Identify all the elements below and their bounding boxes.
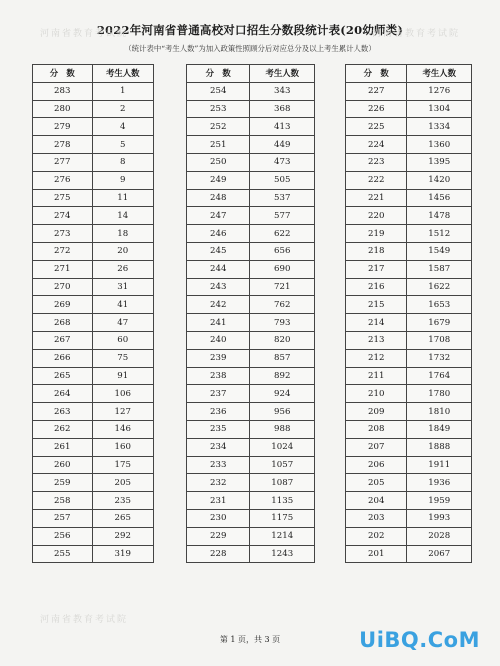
watermark-bottom-left: 河南省教育考试院 bbox=[40, 615, 129, 625]
count-cell: 9 bbox=[92, 171, 154, 189]
count-cell: 1622 bbox=[407, 278, 472, 296]
count-cell: 1304 bbox=[407, 100, 472, 118]
count-cell: 1549 bbox=[407, 242, 472, 260]
table-row bbox=[33, 242, 154, 260]
table-header-row bbox=[33, 65, 154, 83]
table-row bbox=[33, 403, 154, 421]
count-cell: 235 bbox=[92, 492, 154, 510]
table-row bbox=[346, 278, 472, 296]
table-row bbox=[346, 403, 472, 421]
count-cell: 26 bbox=[92, 260, 154, 278]
table-row bbox=[33, 296, 154, 314]
count-cell: 1276 bbox=[407, 82, 472, 100]
score-cell: 229 bbox=[187, 527, 250, 545]
table-row bbox=[33, 545, 154, 563]
score-cell: 256 bbox=[33, 527, 93, 545]
count-cell: 656 bbox=[250, 242, 315, 260]
page-footer: 第 1 页，共 3 页 bbox=[219, 635, 281, 644]
count-cell: 413 bbox=[250, 118, 315, 136]
score-table-1 bbox=[32, 64, 154, 563]
table-row bbox=[187, 438, 315, 456]
table-row bbox=[187, 260, 315, 278]
count-cell: 14 bbox=[92, 207, 154, 225]
brand-logo: UiBQ.CoM bbox=[359, 628, 480, 652]
table-row bbox=[346, 420, 472, 438]
score-cell: 227 bbox=[346, 82, 407, 100]
table-row bbox=[346, 171, 472, 189]
table-row bbox=[187, 456, 315, 474]
table-row bbox=[187, 314, 315, 332]
count-cell: 8 bbox=[92, 153, 154, 171]
table-row bbox=[33, 171, 154, 189]
score-cell: 230 bbox=[187, 509, 250, 527]
score-cell: 272 bbox=[33, 242, 93, 260]
table-row bbox=[33, 260, 154, 278]
count-cell: 721 bbox=[250, 278, 315, 296]
table-row bbox=[346, 509, 472, 527]
count-cell: 160 bbox=[92, 438, 154, 456]
score-cell: 278 bbox=[33, 136, 93, 154]
score-cell: 236 bbox=[187, 403, 250, 421]
table-row bbox=[346, 260, 472, 278]
count-cell: 1764 bbox=[407, 367, 472, 385]
score-cell: 247 bbox=[187, 207, 250, 225]
count-cell: 857 bbox=[250, 349, 315, 367]
table-row bbox=[187, 545, 315, 563]
score-cell: 277 bbox=[33, 153, 93, 171]
score-cell: 232 bbox=[187, 474, 250, 492]
score-cell: 262 bbox=[33, 420, 93, 438]
table-row bbox=[346, 225, 472, 243]
score-cell: 239 bbox=[187, 349, 250, 367]
score-cell: 246 bbox=[187, 225, 250, 243]
score-cell: 225 bbox=[346, 118, 407, 136]
count-cell: 892 bbox=[250, 367, 315, 385]
score-cell: 226 bbox=[346, 100, 407, 118]
score-cell: 257 bbox=[33, 509, 93, 527]
table-row bbox=[346, 545, 472, 563]
score-cell: 242 bbox=[187, 296, 250, 314]
table-header-row bbox=[346, 65, 472, 83]
count-cell: 41 bbox=[92, 296, 154, 314]
count-cell: 60 bbox=[92, 331, 154, 349]
table-row bbox=[346, 474, 472, 492]
count-cell: 1135 bbox=[250, 492, 315, 510]
score-cell: 248 bbox=[187, 189, 250, 207]
score-cell: 237 bbox=[187, 385, 250, 403]
table-row bbox=[33, 438, 154, 456]
count-cell: 343 bbox=[250, 82, 315, 100]
table-row bbox=[346, 118, 472, 136]
table-row bbox=[346, 189, 472, 207]
count-cell: 1087 bbox=[250, 474, 315, 492]
table-row bbox=[187, 82, 315, 100]
count-cell: 1653 bbox=[407, 296, 472, 314]
score-cell: 273 bbox=[33, 225, 93, 243]
watermark-top-right: 河南省教育考试院 bbox=[372, 29, 461, 39]
count-cell: 505 bbox=[250, 171, 315, 189]
table-row bbox=[346, 296, 472, 314]
table-row bbox=[346, 153, 472, 171]
score-cell: 205 bbox=[346, 474, 407, 492]
table-row bbox=[33, 420, 154, 438]
table-row bbox=[187, 242, 315, 260]
score-cell: 280 bbox=[33, 100, 93, 118]
score-cell: 219 bbox=[346, 225, 407, 243]
table-row bbox=[187, 349, 315, 367]
count-cell: 762 bbox=[250, 296, 315, 314]
count-cell: 924 bbox=[250, 385, 315, 403]
count-cell: 205 bbox=[92, 474, 154, 492]
table-row bbox=[187, 509, 315, 527]
header-score: 分 数 bbox=[346, 65, 407, 83]
score-cell: 231 bbox=[187, 492, 250, 510]
count-cell: 1334 bbox=[407, 118, 472, 136]
count-cell: 1679 bbox=[407, 314, 472, 332]
score-cell: 283 bbox=[33, 82, 93, 100]
count-cell: 106 bbox=[92, 385, 154, 403]
count-cell: 175 bbox=[92, 456, 154, 474]
count-cell: 1959 bbox=[407, 492, 472, 510]
score-cell: 220 bbox=[346, 207, 407, 225]
table-row bbox=[33, 225, 154, 243]
count-cell: 1780 bbox=[407, 385, 472, 403]
score-cell: 233 bbox=[187, 456, 250, 474]
score-cell: 261 bbox=[33, 438, 93, 456]
score-cell: 252 bbox=[187, 118, 250, 136]
table-row bbox=[346, 331, 472, 349]
score-cell: 245 bbox=[187, 242, 250, 260]
count-cell: 1395 bbox=[407, 153, 472, 171]
score-cell: 250 bbox=[187, 153, 250, 171]
score-cell: 244 bbox=[187, 260, 250, 278]
count-cell: 820 bbox=[250, 331, 315, 349]
count-cell: 1478 bbox=[407, 207, 472, 225]
count-cell: 11 bbox=[92, 189, 154, 207]
count-cell: 18 bbox=[92, 225, 154, 243]
table-row bbox=[33, 385, 154, 403]
score-cell: 263 bbox=[33, 403, 93, 421]
score-cell: 202 bbox=[346, 527, 407, 545]
table-header-row bbox=[187, 65, 315, 83]
table-row bbox=[187, 385, 315, 403]
header-count: 考生人数 bbox=[407, 65, 472, 83]
count-cell: 20 bbox=[92, 242, 154, 260]
table-row bbox=[33, 349, 154, 367]
score-table-2 bbox=[186, 64, 315, 563]
table-row bbox=[346, 136, 472, 154]
score-cell: 204 bbox=[346, 492, 407, 510]
count-cell: 5 bbox=[92, 136, 154, 154]
count-cell: 146 bbox=[92, 420, 154, 438]
table-row bbox=[187, 171, 315, 189]
watermark-top-left: 河南省教育考试院 bbox=[40, 29, 129, 39]
table-row bbox=[187, 207, 315, 225]
score-cell: 274 bbox=[33, 207, 93, 225]
count-cell: 1810 bbox=[407, 403, 472, 421]
score-cell: 269 bbox=[33, 296, 93, 314]
count-cell: 368 bbox=[250, 100, 315, 118]
table-row bbox=[33, 456, 154, 474]
score-cell: 210 bbox=[346, 385, 407, 403]
table-row bbox=[346, 242, 472, 260]
score-cell: 264 bbox=[33, 385, 93, 403]
table-row bbox=[33, 474, 154, 492]
score-cell: 265 bbox=[33, 367, 93, 385]
count-cell: 31 bbox=[92, 278, 154, 296]
table-row bbox=[187, 474, 315, 492]
score-cell: 255 bbox=[33, 545, 93, 563]
score-cell: 253 bbox=[187, 100, 250, 118]
table-row bbox=[33, 492, 154, 510]
score-cell: 222 bbox=[346, 171, 407, 189]
table-row bbox=[33, 100, 154, 118]
count-cell: 1456 bbox=[407, 189, 472, 207]
score-cell: 206 bbox=[346, 456, 407, 474]
count-cell: 622 bbox=[250, 225, 315, 243]
table-row bbox=[187, 118, 315, 136]
count-cell: 1175 bbox=[250, 509, 315, 527]
table-row bbox=[346, 349, 472, 367]
count-cell: 1243 bbox=[250, 545, 315, 563]
count-cell: 2 bbox=[92, 100, 154, 118]
score-cell: 251 bbox=[187, 136, 250, 154]
score-cell: 258 bbox=[33, 492, 93, 510]
table-row bbox=[187, 225, 315, 243]
count-cell: 265 bbox=[92, 509, 154, 527]
count-cell: 1888 bbox=[407, 438, 472, 456]
count-cell: 292 bbox=[92, 527, 154, 545]
header-score: 分 数 bbox=[187, 65, 250, 83]
score-cell: 223 bbox=[346, 153, 407, 171]
score-cell: 249 bbox=[187, 171, 250, 189]
count-cell: 1993 bbox=[407, 509, 472, 527]
score-cell: 228 bbox=[187, 545, 250, 563]
score-cell: 279 bbox=[33, 118, 93, 136]
score-cell: 209 bbox=[346, 403, 407, 421]
table-row bbox=[187, 367, 315, 385]
table-row bbox=[187, 403, 315, 421]
score-cell: 270 bbox=[33, 278, 93, 296]
count-cell: 473 bbox=[250, 153, 315, 171]
table-row bbox=[187, 136, 315, 154]
count-cell: 1732 bbox=[407, 349, 472, 367]
score-cell: 215 bbox=[346, 296, 407, 314]
score-cell: 268 bbox=[33, 314, 93, 332]
table-row bbox=[187, 296, 315, 314]
count-cell: 2067 bbox=[407, 545, 472, 563]
page-title: 2022年河南省普通高校对口招生分数段统计表(20幼师类) bbox=[96, 23, 404, 37]
score-cell: 276 bbox=[33, 171, 93, 189]
score-cell: 267 bbox=[33, 331, 93, 349]
score-cell: 240 bbox=[187, 331, 250, 349]
table-row bbox=[346, 207, 472, 225]
count-cell: 4 bbox=[92, 118, 154, 136]
count-cell: 1911 bbox=[407, 456, 472, 474]
table-row bbox=[346, 82, 472, 100]
table-row bbox=[33, 314, 154, 332]
score-cell: 203 bbox=[346, 509, 407, 527]
header-score: 分 数 bbox=[33, 65, 93, 83]
count-cell: 1849 bbox=[407, 420, 472, 438]
count-cell: 319 bbox=[92, 545, 154, 563]
score-cell: 221 bbox=[346, 189, 407, 207]
table-row bbox=[187, 153, 315, 171]
table-row bbox=[187, 100, 315, 118]
score-cell: 260 bbox=[33, 456, 93, 474]
score-cell: 271 bbox=[33, 260, 93, 278]
count-cell: 2028 bbox=[407, 527, 472, 545]
score-cell: 234 bbox=[187, 438, 250, 456]
count-cell: 1024 bbox=[250, 438, 315, 456]
score-cell: 207 bbox=[346, 438, 407, 456]
table-row bbox=[33, 331, 154, 349]
score-cell: 218 bbox=[346, 242, 407, 260]
table-row bbox=[187, 278, 315, 296]
table-row bbox=[33, 136, 154, 154]
table-row bbox=[346, 385, 472, 403]
score-cell: 241 bbox=[187, 314, 250, 332]
count-cell: 449 bbox=[250, 136, 315, 154]
table-row bbox=[33, 82, 154, 100]
table-row bbox=[33, 527, 154, 545]
count-cell: 1 bbox=[92, 82, 154, 100]
count-cell: 1587 bbox=[407, 260, 472, 278]
table-row bbox=[187, 189, 315, 207]
score-cell: 212 bbox=[346, 349, 407, 367]
count-cell: 91 bbox=[92, 367, 154, 385]
count-cell: 988 bbox=[250, 420, 315, 438]
count-cell: 1936 bbox=[407, 474, 472, 492]
table-row bbox=[187, 492, 315, 510]
score-cell: 224 bbox=[346, 136, 407, 154]
count-cell: 956 bbox=[250, 403, 315, 421]
count-cell: 1057 bbox=[250, 456, 315, 474]
count-cell: 1360 bbox=[407, 136, 472, 154]
score-tables bbox=[0, 64, 500, 610]
score-cell: 238 bbox=[187, 367, 250, 385]
count-cell: 793 bbox=[250, 314, 315, 332]
score-cell: 259 bbox=[33, 474, 93, 492]
score-table-3 bbox=[345, 64, 472, 563]
score-cell: 211 bbox=[346, 367, 407, 385]
table-row bbox=[346, 100, 472, 118]
count-cell: 690 bbox=[250, 260, 315, 278]
score-cell: 235 bbox=[187, 420, 250, 438]
count-cell: 1512 bbox=[407, 225, 472, 243]
header-count: 考生人数 bbox=[250, 65, 315, 83]
score-cell: 254 bbox=[187, 82, 250, 100]
count-cell: 127 bbox=[92, 403, 154, 421]
table-row bbox=[187, 527, 315, 545]
table-row bbox=[33, 189, 154, 207]
table-row bbox=[33, 278, 154, 296]
table-row bbox=[33, 509, 154, 527]
count-cell: 577 bbox=[250, 207, 315, 225]
score-cell: 216 bbox=[346, 278, 407, 296]
count-cell: 75 bbox=[92, 349, 154, 367]
score-cell: 243 bbox=[187, 278, 250, 296]
count-cell: 1214 bbox=[250, 527, 315, 545]
header-count: 考生人数 bbox=[92, 65, 154, 83]
table-row bbox=[33, 118, 154, 136]
table-row bbox=[33, 153, 154, 171]
score-cell: 214 bbox=[346, 314, 407, 332]
count-cell: 1708 bbox=[407, 331, 472, 349]
score-cell: 217 bbox=[346, 260, 407, 278]
table-row bbox=[346, 456, 472, 474]
table-row bbox=[346, 314, 472, 332]
page-subtitle: （统计表中“考生人数”为加入政策性照顾分后对应总分及以上考生累计人数） bbox=[124, 44, 376, 53]
score-cell: 201 bbox=[346, 545, 407, 563]
count-cell: 47 bbox=[92, 314, 154, 332]
score-cell: 266 bbox=[33, 349, 93, 367]
table-row bbox=[33, 367, 154, 385]
score-cell: 208 bbox=[346, 420, 407, 438]
count-cell: 1420 bbox=[407, 171, 472, 189]
table-row bbox=[346, 527, 472, 545]
table-row bbox=[346, 438, 472, 456]
table-row bbox=[346, 492, 472, 510]
table-row bbox=[187, 420, 315, 438]
table-row bbox=[33, 207, 154, 225]
score-cell: 275 bbox=[33, 189, 93, 207]
count-cell: 537 bbox=[250, 189, 315, 207]
score-cell: 213 bbox=[346, 331, 407, 349]
table-row bbox=[187, 331, 315, 349]
table-row bbox=[346, 367, 472, 385]
